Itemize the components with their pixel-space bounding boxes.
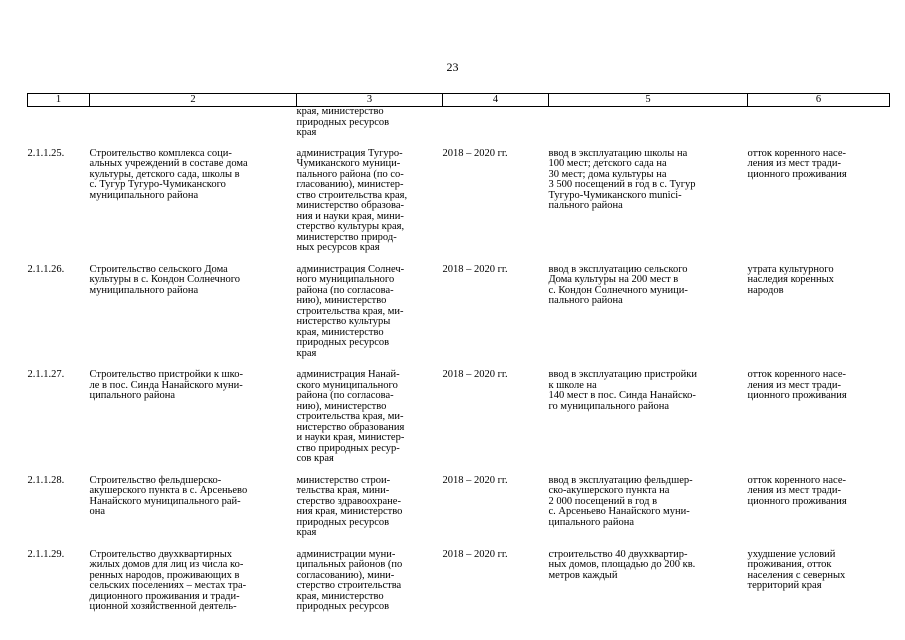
item-number: 2.1.1.27. (27, 369, 65, 380)
item-number: 2.1.1.25. (27, 147, 65, 159)
executor-cell: администрация Солнеч- ного муниципального района (по согласова- нию), министерство строительства края, ми- нистерство культуры края, министерство природных ресурсов края (296, 263, 405, 359)
page-number: 23 (446, 60, 459, 74)
risk-cell: отток коренного насе- ления из мест тради- ционного проживания (747, 147, 847, 180)
column-header-2: 2 (90, 94, 297, 107)
continuation-row (28, 107, 890, 149)
table-row (28, 550, 890, 624)
table-row (28, 149, 890, 265)
result-cell: ввод в эксплуатацию сельского Дома культуры на 200 мест в с. Кондон Солнечного муници- пального района (548, 263, 688, 306)
term-cell: 2018 – 2020 гг. (442, 474, 508, 486)
column-header-3: 3 (297, 94, 443, 107)
column-header-4: 4 (443, 94, 549, 107)
item-number: 2.1.1.26. (27, 263, 65, 275)
result-cell: ввод в эксплуатацию пристройки к школе на 140 мест в пос. Синда Нанайско- го муниципального района (548, 369, 697, 412)
term-cell: 2018 – 2020 гг. (442, 369, 508, 380)
table-row (28, 476, 890, 550)
executor-cell: министерство строи- тельства края, мини- стерство здравоохране- ния края, министерство природных ресурсов края (296, 474, 403, 538)
term-cell: 2018 – 2020 гг. (442, 263, 508, 275)
object-cell: Строительство пристройки к шко- ле в пос. Синда Нанайского муни- ципального района (89, 369, 243, 401)
risk-cell: отток коренного насе- ления из мест тради- ционного проживания (747, 369, 847, 401)
executor-cell: администрация Тугуро- Чумиканского муници- пального района (по со- гласованию), министер- ство строительства края, министерство образова- ния и науки края, мини- стерство культуры края, министерство природ- ных ресурсов края (296, 147, 408, 253)
table-row (28, 370, 890, 476)
result-cell: ввод в эксплуатацию школы на 100 мест; детского сада на 30 мест; дома культуры на 3 500 посещений в год в с. Тугур Тугуро-Чумиканского munici- пального района (548, 147, 696, 211)
column-header-6: 6 (748, 94, 890, 107)
risk-cell: утрата культурного наследия коренных народов (747, 263, 834, 296)
table-row (28, 265, 890, 371)
result-cell: ввод в эксплуатацию фельдшер- ско-акушерского пункта на 2 000 посещений в год в с. Арсеньево Нанайского муни- ципального района (548, 474, 693, 528)
column-number-row (28, 94, 890, 107)
risk-cell: ухудшение условий проживания, отток населения с северных территорий края (747, 548, 846, 591)
executor-cell: края, министерство природных ресурсов края (296, 106, 390, 138)
executor-cell: администрации муни- ципальных районов (по согласованию), мини- стерство строительства края, министерство природных ресурсов (296, 548, 403, 612)
term-cell: 2018 – 2020 гг. (442, 548, 508, 560)
result-cell: строительство 40 двухквартир- ных домов, площадью до 200 кв. метров каждый (548, 548, 696, 581)
column-header-5: 5 (549, 94, 748, 107)
item-number: 2.1.1.28. (27, 474, 65, 486)
object-cell: Строительство комплекса соци- альных учреждений в составе дома культуры, детского сада, школы в с. Тугур Тугуро-Чумиканского муниципального района (89, 147, 248, 201)
risk-cell: отток коренного насе- ления из мест тради- ционного проживания (747, 474, 847, 507)
item-number: 2.1.1.29. (27, 548, 65, 560)
column-header-1: 1 (28, 94, 90, 107)
object-cell: Строительство сельского Дома культуры в с. Кондон Солнечного муниципального района (89, 263, 240, 296)
object-cell: Строительство двухквартирных жилых домов для лиц из числа ко- ренных народов, проживающих в сельских поселениях – местах тра- диционного проживания и тради- ционной хозяйственной деятель- (89, 548, 247, 612)
executor-cell: администрация Нанай- ского муниципального района (по согласова- нию), министерство строительства края, ми- нистерство образования и науки края, министер- ство природных ресур- сов края (296, 369, 405, 464)
measures-table (27, 93, 890, 624)
term-cell: 2018 – 2020 гг. (442, 147, 508, 159)
object-cell: Строительство фельдшерско- акушерского пункта в с. Арсеньево Нанайского муниципального рай- она (89, 474, 248, 517)
